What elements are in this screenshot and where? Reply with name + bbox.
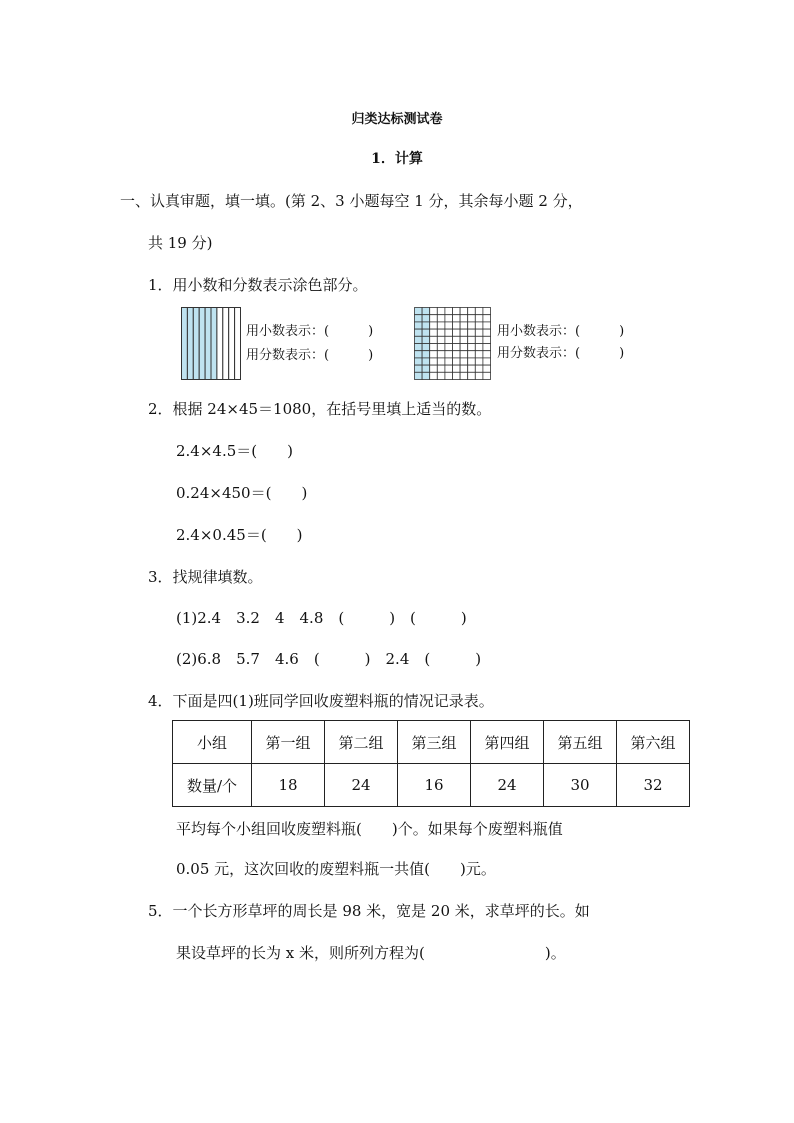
- fig2-cell: [475, 365, 483, 372]
- fig2-cell: [437, 322, 445, 329]
- fig2-cell: [475, 358, 483, 365]
- table-cell: 数量/个: [173, 764, 252, 807]
- fig2-cell: [468, 365, 476, 372]
- fig2-cell: [422, 336, 430, 343]
- fig2-cell: [437, 372, 445, 379]
- fig2-cell: [468, 358, 476, 365]
- fig2-cell: [475, 372, 483, 379]
- fig2-svg: [414, 307, 491, 380]
- fig2-fraction-label: 用分数表示：( ): [497, 346, 625, 361]
- fig1-strip: [211, 308, 217, 380]
- q2-item-3: 2.4×0.45＝( ): [176, 526, 303, 544]
- table-cell: 24: [325, 764, 398, 807]
- table-cell: 小组: [173, 721, 252, 764]
- fig2-cell: [445, 329, 453, 336]
- fig2-cell: [430, 336, 438, 343]
- table-cell: 第一组: [252, 721, 325, 764]
- fig2-cell: [453, 329, 461, 336]
- table-cell: 30: [544, 764, 617, 807]
- fig2-cell: [437, 358, 445, 365]
- fig2-cell: [430, 322, 438, 329]
- fig2-cell: [445, 344, 453, 351]
- q3-item-2: (2)6.8 5.7 4.6 ( ) 2.4 ( ): [176, 650, 482, 668]
- fig2-cell: [445, 322, 453, 329]
- fig2-cell: [475, 329, 483, 336]
- fig2-cell: [415, 365, 423, 372]
- q5-line1: 5．一个长方形草坪的周长是 98 米，宽是 20 米，求草坪的长。如: [148, 902, 590, 920]
- fig2-cell: [483, 344, 491, 351]
- fig2-cell: [468, 336, 476, 343]
- table-row: [173, 764, 690, 807]
- fig2-cell: [468, 329, 476, 336]
- fig2-cell: [445, 336, 453, 343]
- fig2-cell: [415, 322, 423, 329]
- q4-text: 4．下面是四(1)班同学回收废塑料瓶的情况记录表。: [148, 692, 494, 710]
- fig2-cell: [430, 315, 438, 322]
- fig2-cell: [422, 322, 430, 329]
- fig2-cell: [422, 344, 430, 351]
- fig2-cell: [460, 358, 468, 365]
- fig1-strip: [217, 308, 223, 380]
- fig2-cell: [453, 315, 461, 322]
- fig2-cell: [415, 358, 423, 365]
- table-cell: 第二组: [325, 721, 398, 764]
- fig2-cell: [468, 315, 476, 322]
- fig2-cell: [475, 322, 483, 329]
- table-cell: 第六组: [617, 721, 690, 764]
- table-cell: 第四组: [471, 721, 544, 764]
- fig2-cell: [415, 315, 423, 322]
- table-cell: 16: [398, 764, 471, 807]
- fig2-cell: [437, 329, 445, 336]
- fig2-cell: [437, 344, 445, 351]
- table-cell: 18: [252, 764, 325, 807]
- fig2-cell: [430, 372, 438, 379]
- fig2-cell: [415, 329, 423, 336]
- table-header-row: [173, 721, 690, 764]
- fig2-cell: [437, 308, 445, 315]
- fig2-cell: [460, 351, 468, 358]
- table-cell: 24: [471, 764, 544, 807]
- fig2-cell: [460, 372, 468, 379]
- table-cell: 第五组: [544, 721, 617, 764]
- fig2-cell: [453, 336, 461, 343]
- fig1-strip-diagram: [181, 307, 240, 379]
- fig2-cell: [483, 322, 491, 329]
- fig2-cell: [415, 336, 423, 343]
- table-cell: 32: [617, 764, 690, 807]
- fig1-fraction-label: 用分数表示：( ): [246, 348, 374, 363]
- q4-line1: 平均每个小组回收废塑料瓶( )个。如果每个废塑料瓶值: [176, 820, 563, 838]
- fig1-svg: [181, 307, 241, 380]
- fig2-cell: [422, 351, 430, 358]
- fig2-cell: [437, 336, 445, 343]
- fig2-cell: [460, 315, 468, 322]
- fig2-cell: [453, 351, 461, 358]
- q2-text: 2．根据 24×45＝1080，在括号里填上适当的数。: [148, 400, 492, 418]
- fig2-cell: [445, 308, 453, 315]
- fig2-cell: [483, 358, 491, 365]
- fig2-cell: [483, 336, 491, 343]
- fig2-cell: [475, 336, 483, 343]
- fig2-cell: [453, 344, 461, 351]
- fig2-cell: [445, 351, 453, 358]
- fig2-cell: [437, 315, 445, 322]
- section-subtitle: 1．计算: [371, 151, 423, 167]
- fig2-cell: [453, 365, 461, 372]
- fig2-cell: [468, 344, 476, 351]
- fig2-cell: [468, 322, 476, 329]
- page-title: 归类达标测试卷: [351, 112, 443, 127]
- section1-heading-line2: 共 19 分): [148, 234, 213, 252]
- fig2-grid-diagram: [414, 307, 490, 379]
- fig2-cell: [483, 372, 491, 379]
- fig1-decimal-label: 用小数表示：( ): [246, 324, 374, 339]
- fig1-strip: [223, 308, 229, 380]
- fig2-cell: [460, 336, 468, 343]
- fig2-cell: [422, 315, 430, 322]
- fig2-cell: [422, 365, 430, 372]
- fig2-cell: [422, 308, 430, 315]
- fig2-cell: [437, 351, 445, 358]
- fig2-cell: [445, 372, 453, 379]
- fig2-cell: [468, 372, 476, 379]
- fig2-cell: [460, 329, 468, 336]
- q3-text: 3．找规律填数。: [148, 568, 263, 586]
- fig2-cell: [415, 351, 423, 358]
- q5-line2: 果设草坪的长为 x 米，则所列方程为( )。: [176, 944, 566, 962]
- fig2-cell: [422, 372, 430, 379]
- fig2-cell: [445, 358, 453, 365]
- fig2-cell: [475, 315, 483, 322]
- fig2-cell: [460, 365, 468, 372]
- q3-item-1: (1)2.4 3.2 4 4.8 ( ) ( ): [176, 609, 467, 627]
- fig2-cell: [430, 358, 438, 365]
- fig2-cell: [483, 329, 491, 336]
- fig1-strip: [182, 308, 188, 380]
- fig2-cell: [430, 344, 438, 351]
- fig1-strip: [229, 308, 235, 380]
- fig2-cell: [453, 308, 461, 315]
- q1-text: 1．用小数和分数表示涂色部分。: [148, 276, 368, 294]
- fig2-cell: [475, 344, 483, 351]
- section1-heading-line1: 一、认真审题，填一填。(第 2、3 小题每空 1 分，其余每小题 2 分，: [120, 192, 583, 210]
- fig2-cell: [475, 308, 483, 315]
- fig2-cell: [437, 365, 445, 372]
- fig2-cell: [460, 308, 468, 315]
- fig2-cell: [453, 358, 461, 365]
- fig2-cell: [483, 351, 491, 358]
- fig1-strip: [187, 308, 193, 380]
- record-table: [172, 720, 690, 807]
- q4-line2: 0.05 元，这次回收的废塑料瓶一共值( )元。: [176, 860, 496, 878]
- table-cell: 第三组: [398, 721, 471, 764]
- fig1-strip: [199, 308, 205, 380]
- fig2-cell: [430, 351, 438, 358]
- fig2-cell: [430, 365, 438, 372]
- fig2-cell: [468, 308, 476, 315]
- fig2-cell: [415, 344, 423, 351]
- fig1-strip: [235, 308, 241, 380]
- fig2-cell: [422, 358, 430, 365]
- fig2-cell: [430, 329, 438, 336]
- fig2-cell: [483, 365, 491, 372]
- fig2-cell: [460, 344, 468, 351]
- fig2-cell: [445, 365, 453, 372]
- q2-item-1: 2.4×4.5＝( ): [176, 442, 293, 460]
- fig2-cell: [483, 315, 491, 322]
- fig2-decimal-label: 用小数表示：( ): [497, 324, 625, 339]
- fig2-cell: [475, 351, 483, 358]
- fig2-cell: [422, 329, 430, 336]
- fig1-strip: [193, 308, 199, 380]
- fig2-cell: [415, 308, 423, 315]
- fig2-cell: [445, 315, 453, 322]
- fig2-cell: [453, 372, 461, 379]
- fig2-cell: [430, 308, 438, 315]
- fig2-cell: [415, 372, 423, 379]
- q2-item-2: 0.24×450＝( ): [176, 484, 308, 502]
- fig2-cell: [483, 308, 491, 315]
- fig2-cell: [468, 351, 476, 358]
- fig2-cell: [453, 322, 461, 329]
- fig1-strip: [205, 308, 211, 380]
- fig2-cell: [460, 322, 468, 329]
